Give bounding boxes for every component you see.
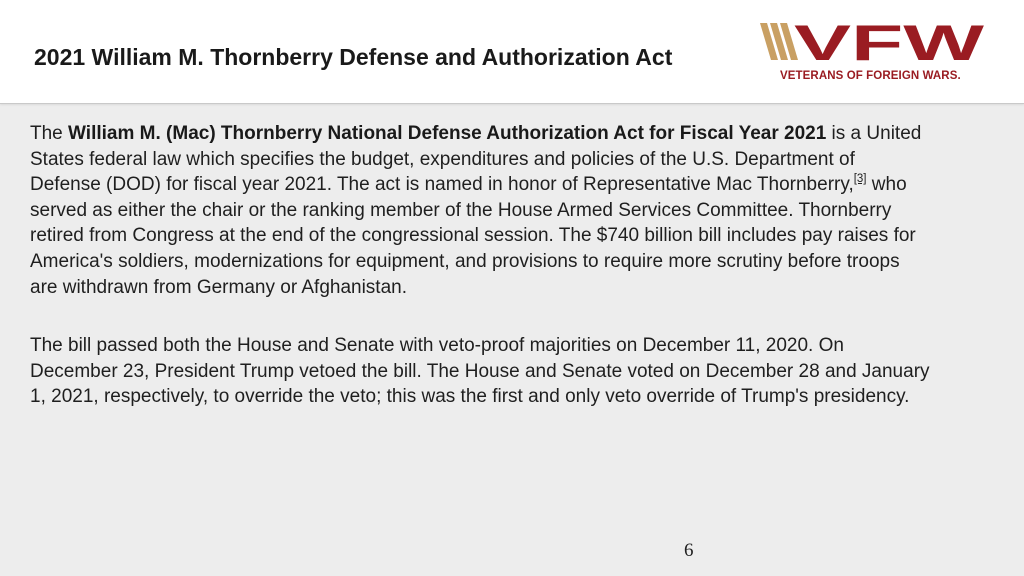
slide-title: 2021 William M. Thornberry Defense and Authorization Act [34,44,673,70]
vfw-logo-mark [758,18,986,68]
slide-body [30,121,930,410]
act-name: William M. (Mac) Thornberry National Defense Authorization Act for Fiscal Year 2021 [68,123,827,144]
p1-text-a: is a United States federal law which specifies the budget, expenditures and policies of the U.S. Department of Defense (DOD) for fiscal year 2021. The act is named in honor of Representative Mac Thornberry, [30,123,922,196]
logo-wordmark: VFW [794,18,986,68]
p1-lead: The [30,123,69,144]
logo-stripes [760,23,798,60]
paragraph-2: The bill passed both the House and Senate with veto-proof majorities on December 11, 2020. On December 23, President Trump vetoed the bill. The House and Senate voted on December 28 and January 1, 2021, respectively, to override the veto; this was the first and only veto override of Trump's presidency. [30,335,930,408]
page-number: 6 [684,540,694,561]
logo-tagline: VETERANS OF FOREIGN WARS. [780,70,961,82]
footnote-ref[interactable]: [3] [853,173,867,186]
p1-text-b: who served as either the chair or the ranking member of the House Armed Services Committee. Thornberry retired from Congress at the end of the congressional session. The $740 billion bill includes pay raises for America's soldiers, modernizations for equipment, and provisions to require more scrutiny before troops are withdrawn from Germany or Afghanistan. [30,174,916,298]
slide-header [0,0,1024,104]
paragraph-1 [30,121,930,300]
